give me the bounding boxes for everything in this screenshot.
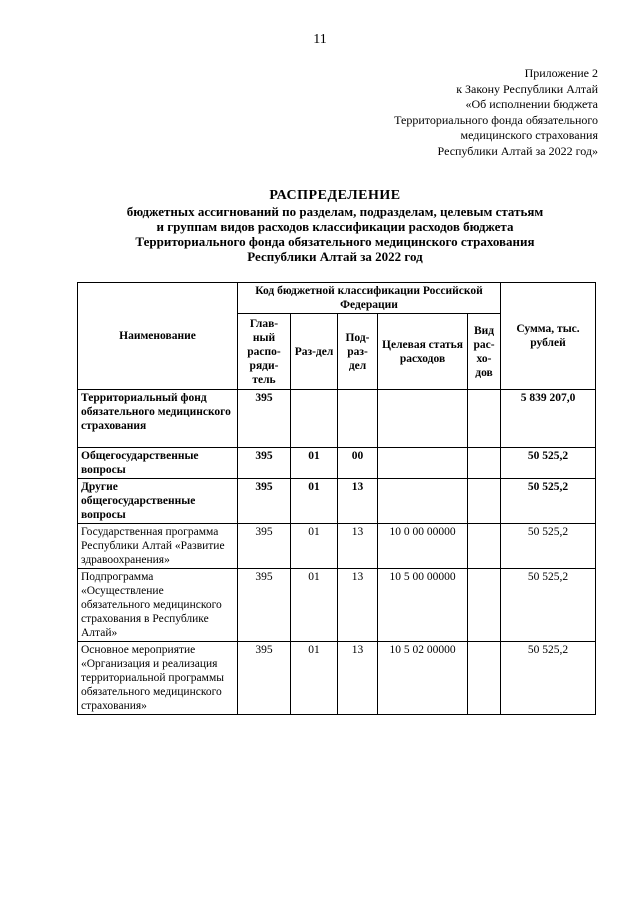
- header-name: Наименование: [78, 283, 238, 390]
- appendix-line: к Закону Республики Алтай: [456, 81, 598, 96]
- row-vr: [468, 390, 501, 448]
- title-line: Территориального фонда обязательного медицинского страхования: [135, 234, 535, 249]
- header-code-group: Код бюджетной классификации Российской Федерации: [238, 283, 501, 314]
- row-rz: 01: [291, 524, 338, 569]
- appendix-line: «Об исполнении бюджета: [465, 97, 598, 111]
- row-vr: [468, 569, 501, 642]
- header-main-manager: Глав-ный распо-ряди-тель: [238, 314, 291, 390]
- row-name: Общегосударственные вопросы: [78, 448, 238, 479]
- row-pr: 00: [338, 448, 378, 479]
- row-gr: 395: [238, 524, 291, 569]
- header-section: Раз-дел: [291, 314, 338, 390]
- row-sum: 50 525,2: [501, 642, 596, 715]
- row-sum: 50 525,2: [501, 569, 596, 642]
- appendix-line: медицинского страхования: [460, 128, 598, 142]
- row-cs: [378, 448, 468, 479]
- row-pr: 13: [338, 479, 378, 524]
- row-vr: [468, 448, 501, 479]
- title-line: и группам видов расходов классификации расходов бюджета: [156, 219, 514, 234]
- row-cs: [378, 479, 468, 524]
- row-pr: 13: [338, 569, 378, 642]
- row-vr: [468, 642, 501, 715]
- row-gr: 395: [238, 479, 291, 524]
- row-cs: [378, 390, 468, 448]
- row-rz: 01: [291, 569, 338, 642]
- header-target: Целевая статья расходов: [378, 314, 468, 390]
- row-cs: 10 5 02 00000: [378, 642, 468, 715]
- page-number: 11: [313, 32, 327, 47]
- appendix-line: Территориального фонда обязательного: [394, 112, 598, 127]
- table-row: [78, 569, 596, 642]
- row-rz: [291, 390, 338, 448]
- title-line: Республики Алтай за 2022 год: [247, 249, 423, 264]
- table-row: [78, 642, 596, 715]
- row-sum: 50 525,2: [501, 524, 596, 569]
- appendix-line: Приложение 2: [524, 66, 598, 80]
- row-rz: 01: [291, 642, 338, 715]
- row-pr: 13: [338, 524, 378, 569]
- row-rz: 01: [291, 479, 338, 524]
- header-amount: Сумма, тыс. рублей: [501, 283, 596, 390]
- table-row: [78, 524, 596, 569]
- table-row: [78, 390, 596, 448]
- header-expense-type: Вид рас-хо-дов: [468, 314, 501, 390]
- header-subsection: Под-раз-дел: [338, 314, 378, 390]
- table-row: [78, 448, 596, 479]
- title-heading: РАСПРЕДЕЛЕНИЕ: [269, 188, 401, 203]
- row-vr: [468, 524, 501, 569]
- row-pr: [338, 390, 378, 448]
- row-name: Подпрограмма «Осуществление обязательного медицинского страхования в Республике Алтай»: [78, 569, 238, 642]
- row-name: Другие общегосударственные вопросы: [78, 479, 238, 524]
- table-row: [78, 479, 596, 524]
- budget-table: [77, 282, 596, 715]
- document-title: [60, 188, 610, 264]
- row-sum: 50 525,2: [501, 479, 596, 524]
- row-gr: 395: [238, 569, 291, 642]
- row-rz: 01: [291, 448, 338, 479]
- appendix-note: [394, 66, 598, 159]
- title-line: бюджетных ассигнований по разделам, подразделам, целевым статьям: [126, 204, 544, 219]
- row-name: Основное мероприятие «Организация и реализация территориальной программы обязательного медицинского страхования»: [78, 642, 238, 715]
- row-cs: 10 5 00 00000: [378, 569, 468, 642]
- row-gr: 395: [238, 390, 291, 448]
- row-vr: [468, 479, 501, 524]
- row-gr: 395: [238, 448, 291, 479]
- row-pr: 13: [338, 642, 378, 715]
- row-name: Территориальный фонд обязательного медицинского страхования: [78, 390, 238, 448]
- row-cs: 10 0 00 00000: [378, 524, 468, 569]
- row-gr: 395: [238, 642, 291, 715]
- row-sum: 5 839 207,0: [501, 390, 596, 448]
- row-name: Государственная программа Республики Алтай «Развитие здравоохранения»: [78, 524, 238, 569]
- appendix-line: Республики Алтай за 2022 год»: [437, 143, 598, 158]
- row-sum: 50 525,2: [501, 448, 596, 479]
